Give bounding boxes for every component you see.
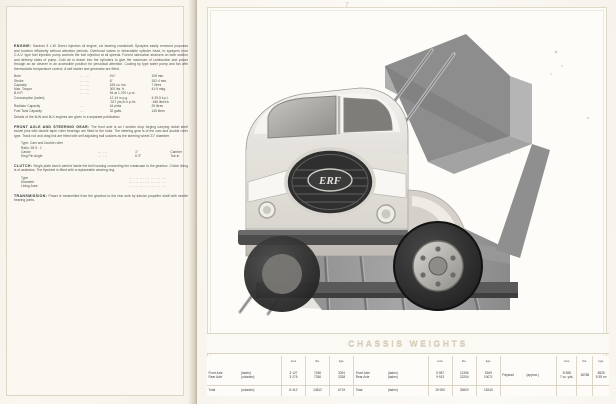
cell-lbs-unladen <box>305 367 329 386</box>
cell-total-lbs-payload-blank <box>577 386 593 396</box>
total-qualifier: (unladen) <box>241 388 255 393</box>
table-row-axles <box>207 367 609 386</box>
spec-value-imperial: 44 pints <box>109 104 122 109</box>
row-label-total-unladen <box>207 386 281 396</box>
cell-lbs-laden <box>452 367 476 386</box>
spec-dots: ... ... <box>80 87 90 92</box>
spec-dots: ... ... <box>80 91 90 96</box>
payload-qualifier: (approx.) <box>526 373 540 378</box>
spec-value-metric: 7 litres <box>151 82 162 87</box>
spec-section-transmission <box>14 194 188 203</box>
col-header-kgs-payload: kgs. <box>593 356 609 367</box>
cell-total-kgs-laden: 15240 <box>476 386 500 396</box>
rear-axle-qualifier: (unladen) <box>241 375 255 380</box>
spec-dots: ... ... <box>97 149 108 154</box>
spec-dots: ... ... ... ... ... ... ... <box>128 180 167 185</box>
value: 3328 <box>338 375 346 380</box>
value: 5·087 <box>436 371 445 376</box>
rear-axle-label: Rear Axle <box>208 375 223 380</box>
cell-tons-laden <box>428 367 452 386</box>
spec-value-imperial: 4⅛" <box>109 74 116 79</box>
spec-label-secondary: Camber <box>170 149 183 154</box>
engine-spec-table <box>14 74 188 113</box>
truck-photograph <box>210 14 604 324</box>
payload-volume-metric: 5·35 m³ <box>595 375 607 380</box>
cell-tons-unladen <box>281 367 305 386</box>
spec-value: 1° <box>135 149 139 154</box>
spec-value: 6·3° <box>135 154 142 159</box>
section-text-transmission: Power is transmitted from the gearbox to the rear axle by tubular propeller shaft with needle bearing joints. <box>14 193 189 203</box>
chassis-weights-table <box>207 356 609 396</box>
section-text-front-axle: The front axle is an I section drop forging carrying nickel steel swivel pins with double taper roller bearings are fitted to the hubs. The steering gear is of the cam and double roller type. Track rod and drag link are fitted with self adjusting ball sockets as the steering wheel 21" diameter. <box>14 124 188 138</box>
cell-total-kgs-payload-blank <box>593 386 609 396</box>
spec-label: Bore <box>14 74 21 79</box>
col-header-lbs-laden: lbs. <box>452 356 476 367</box>
value: 22204 <box>459 375 469 380</box>
value: 11396 <box>459 371 469 376</box>
cell-total-tons-unladen: 6·412 <box>281 386 305 396</box>
col-header-tons-laden: tons <box>428 356 452 367</box>
cell-tons-payload <box>557 367 577 386</box>
front-axle-qualifier: (laden) <box>241 371 251 376</box>
table-row <box>14 154 188 158</box>
cell-total-kgs-unladen: 6719 <box>330 386 354 396</box>
value: 10071 <box>483 375 493 380</box>
payload-label: Payload <box>502 373 514 378</box>
spec-value-imperial: ·327 pts./b.h.p./hr. <box>109 100 137 105</box>
spec-dots: ... <box>80 108 85 113</box>
cell-kgs-laden <box>476 367 500 386</box>
section-heading-front-axle: FRONT AXLE AND STEERING GEAR: <box>14 124 90 129</box>
cell-total-lbs-laden: 33600 <box>452 386 476 396</box>
section-heading-clutch: CLUTCH: <box>14 163 33 168</box>
cell-total-tons-laden: 15·000 <box>428 386 452 396</box>
value: 7336 <box>314 375 322 380</box>
spec-dots: ... ... ... ... ... ... ... <box>128 184 167 189</box>
clutch-spec-table <box>14 176 188 189</box>
value: 8·388 <box>562 371 571 376</box>
spec-value-metric: 108 mm. <box>151 74 165 79</box>
col-header-lbs-payload: lbs. <box>577 356 593 367</box>
total-qualifier: (laden) <box>388 388 398 393</box>
spec-dots: ... ... <box>80 74 90 79</box>
value: 8525 <box>597 371 605 376</box>
spec-label: Capacity <box>14 82 27 87</box>
rear-axle-label: Rear Axle <box>355 375 370 380</box>
table-row <box>14 184 188 188</box>
row-label-axles-unladen <box>207 367 281 386</box>
spec-label-secondary: Toe-in <box>170 154 180 159</box>
spec-section-engine <box>14 44 188 120</box>
erf-badge <box>308 169 352 191</box>
cell-total-lbs-unladen: 14812 <box>305 386 329 396</box>
value: 18788 <box>580 373 590 378</box>
left-page <box>0 0 197 404</box>
front-axle-label: Front Axle <box>208 371 223 376</box>
col-header-kgs-laden: kgs. <box>476 356 500 367</box>
value: 3·275 <box>289 375 298 380</box>
spec-value-imperial: 426 cu. ins. <box>109 82 127 87</box>
col-header-tons-payload: tons <box>557 356 577 367</box>
spec-value-metric: 145 litres <box>151 108 165 113</box>
spec-label: Lining Area <box>21 184 38 189</box>
spec-value-imperial: 300 lbs. ft. <box>109 87 125 92</box>
row-label-axles-laden <box>354 367 428 386</box>
spec-label: Type: Cam and Double roller <box>21 141 63 146</box>
specifications-body <box>14 44 188 208</box>
spec-value-metric: 25 litres <box>151 104 164 109</box>
cell-kgs-payload <box>593 367 609 386</box>
spec-label: Fuel Tank Capacity <box>14 108 42 113</box>
spec-value-imperial: 6" <box>109 78 113 83</box>
page-marker: 7 <box>345 2 349 9</box>
spec-dots: ... ... ... ... ... ... ... <box>128 175 167 180</box>
front-axle-qualifier: (laden) <box>388 371 398 376</box>
col-header-lbs-unladen: lbs. <box>305 356 329 367</box>
section-heading-engine: ENGINE: <box>14 44 32 48</box>
spec-value-imperial: 94 at 1,700 r.p.m. <box>109 91 136 96</box>
engine-footnote: Details of the 6LW and 6LX engines are given in a separate publication. <box>14 114 121 119</box>
rear-wheel <box>244 236 320 312</box>
row-label-total-laden <box>354 386 428 396</box>
front-axle-label: Front Axle <box>355 371 370 376</box>
spec-label: Type <box>21 175 29 180</box>
spec-label: Diameter <box>21 180 35 185</box>
spec-label: Stroke <box>14 78 24 83</box>
truck-illustration <box>210 14 604 324</box>
erf-badge-text: ERF <box>318 175 342 187</box>
total-label: Total <box>355 388 363 393</box>
spec-value-metric: ·186 litres/h <box>151 100 169 105</box>
cell-total-payload-blank <box>500 386 556 396</box>
total-label: Total <box>208 388 216 393</box>
spec-label: Ratio: 28·5 : 1 <box>21 145 42 150</box>
value: 3·127 <box>289 371 298 376</box>
spec-label: B.H.P. <box>14 91 24 96</box>
spec-section-clutch <box>14 164 188 189</box>
cell-total-tons-payload-blank <box>557 386 577 396</box>
front-axle-spec-table <box>14 141 188 158</box>
spec-dots: ... ... <box>80 78 90 83</box>
spec-dots: ... ... <box>97 154 108 159</box>
section-text-engine: Gardner 5 L.W. Direct injection oil engine, six bearing crankshaft. Sprayers easily removed purposes and function efficiently without attention periods. Overhead valves in detachable cylinder head, to sprayers from C.A.V. type fuel injection pump controls the fuel injection at all speeds. Forced lubrication strainers on both suction and delivery sides of pump. Cold air is drawn into the cylinders to give the maximum of combustion and power through an air cleaner in an accessible position for periodical attention. Cooling by type water pump and fan with thermostatic temperature control. A self starter and generator are fitted. <box>14 44 188 71</box>
spec-value-imperial: 32 galls. <box>109 108 123 113</box>
value: 9·913 <box>436 375 445 380</box>
spec-label: Radiator Capacity <box>14 104 41 109</box>
value: 5169 <box>484 371 492 376</box>
table-row <box>14 109 188 113</box>
spec-value-metric: 41·5 mkg. <box>151 87 167 92</box>
value: 3391 <box>338 371 346 376</box>
col-header-tons-unladen: tons <box>281 356 305 367</box>
spec-label: Castor <box>21 149 31 154</box>
spec-dots: ... ... <box>80 82 90 87</box>
spec-dots: ... <box>80 104 85 109</box>
section-heading-transmission: TRANSMISSION: <box>14 193 48 198</box>
value: 7436 <box>314 371 322 376</box>
spec-value-imperial: 12-14 m.p.g. <box>109 95 129 100</box>
table-row-total <box>207 386 609 396</box>
front-wheel <box>394 222 482 310</box>
spec-value-metric: 152·4 mm. <box>151 78 168 83</box>
section-text-clutch: Single plate clutch carried inside the bell housing connecting the crankcase to the gearbox. Clutch lining is of asbestos. The flywheel is fitted with a replaceable wearing ring. <box>14 163 189 173</box>
row-label-payload <box>500 367 556 386</box>
spec-label: King Pin Angle <box>21 154 43 159</box>
spec-value-metric: 4·25-5 k.p.l. <box>151 95 169 100</box>
chassis-weights-title-bar <box>207 333 609 354</box>
chassis-weights-title: CHASSIS WEIGHTS <box>348 338 468 349</box>
spec-section-front-axle <box>14 125 188 159</box>
rear-axle-qualifier: (laden) <box>388 375 398 380</box>
spec-label: Consumption (laden) <box>14 95 45 100</box>
spec-label: Max. Torque <box>14 87 33 92</box>
payload-volume-imperial: 7 cu. yds. <box>559 375 574 380</box>
cell-lbs-payload <box>577 367 593 386</box>
table-header-row <box>207 356 609 367</box>
cell-kgs-unladen <box>330 367 354 386</box>
col-header-kgs-unladen: kgs. <box>330 356 354 367</box>
